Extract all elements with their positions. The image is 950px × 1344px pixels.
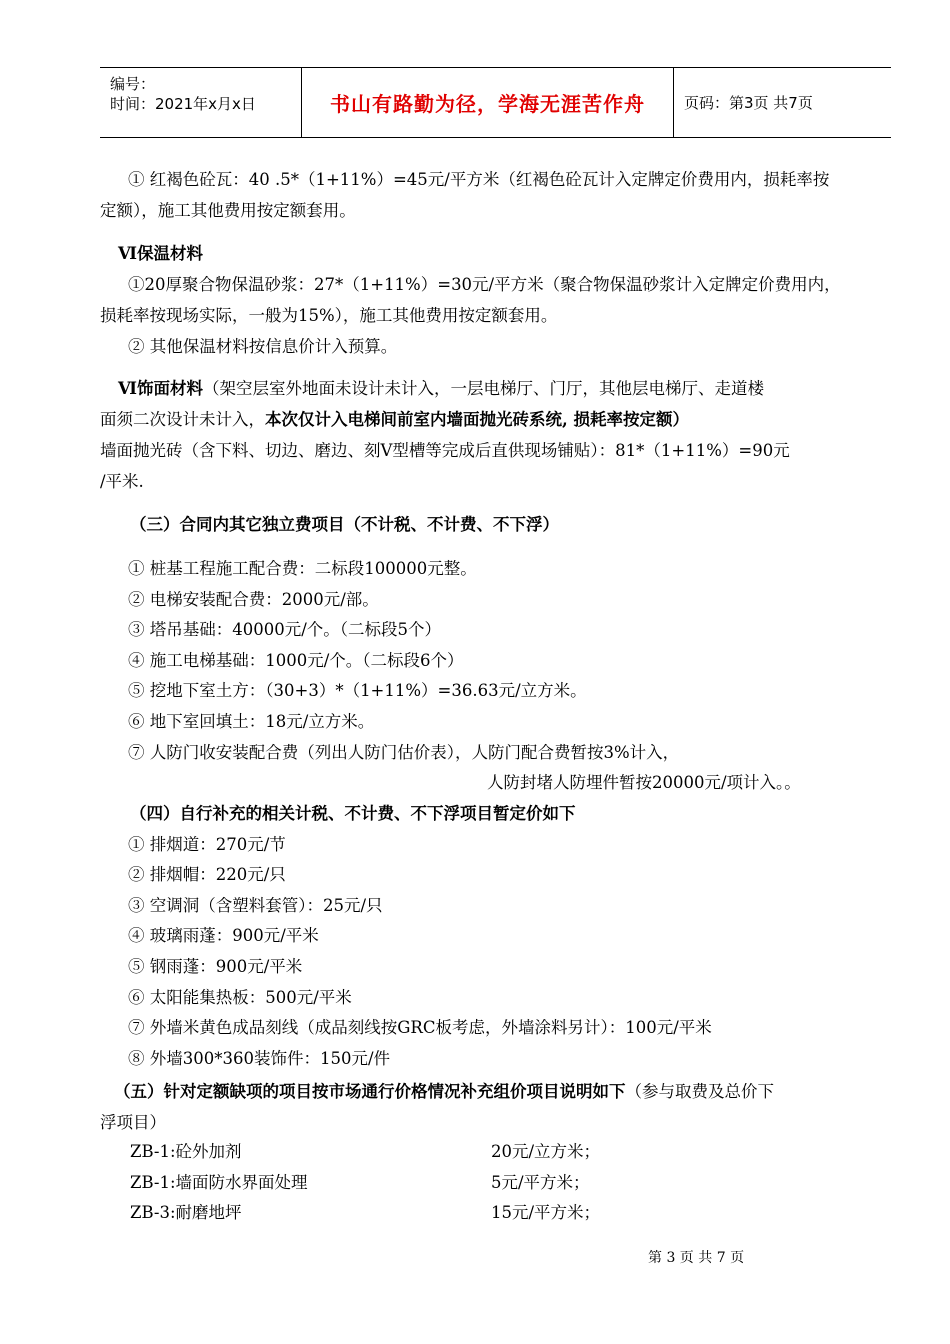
paragraph-line: /平米. xyxy=(100,472,144,491)
emphasis-text: 本次仅计入电梯间前室内墙面抛光砖系统, 损耗率按定额） xyxy=(265,410,689,429)
list-item: ③ 空调洞（含塑料套管）：25元/只 xyxy=(128,896,383,915)
paragraph-line: ①20厚聚合物保温砂浆：27*（1+11%）=30元/平方米（聚合物保温砂浆计入定牌定价费用内， xyxy=(128,275,841,294)
header-page-info: 页码：第3页 共7页 xyxy=(684,94,813,112)
time-label: 时间：2021年x月x日 xyxy=(110,95,256,113)
header-meta xyxy=(100,68,301,137)
section-heading: （三）合同内其它独立费项目（不计税、不计费、不下浮） xyxy=(130,515,559,534)
paragraph-line: 浮项目） xyxy=(100,1113,166,1132)
list-item: ⑤ 钢雨蓬：900元/平米 xyxy=(128,957,303,976)
paragraph-text: （架空层室外地面未设计未计入，一层电梯厅、门厅，其他层电梯厅、走道楼 xyxy=(202,379,764,398)
paragraph-line: 定额），施工其他费用按定额套用。 xyxy=(100,201,356,220)
list-item: ⑧ 外墙300*360装饰件：150元/件 xyxy=(128,1049,391,1068)
section-heading: （四）自行补充的相关计税、不计费、不下浮项目暂定价如下 xyxy=(130,804,576,823)
list-item: ① 排烟道：270元/节 xyxy=(128,835,286,854)
section-heading-line xyxy=(118,378,764,400)
list-item: ⑦ 外墙米黄色成品刻线（成品刻线按GRC板考虑，外墙涂料另计）：100元/平米 xyxy=(128,1018,712,1037)
header-slogan-cell xyxy=(301,68,674,137)
zb-item-price: 15元/平方米； xyxy=(491,1203,601,1222)
paragraph-line xyxy=(100,409,689,431)
list-item: ① 桩基工程施工配合费：二标段100000元整。 xyxy=(128,559,477,578)
list-item-continuation: 人防封堵人防埋件暂按20000元/项计入。。 xyxy=(487,773,801,792)
section-heading: Ⅵ饰面材料 xyxy=(118,379,203,398)
list-item: ⑥ 太阳能集热板：500元/平米 xyxy=(128,988,352,1007)
paragraph-line: 损耗率按现场实际，一般为15%），施工其他费用按定额套用。 xyxy=(100,306,558,325)
zb-item-name: ZB-1:墙面防水界面处理 xyxy=(130,1173,308,1192)
page-footer: 第 3 页 共 7 页 xyxy=(648,1250,745,1266)
list-item: ④ 施工电梯基础：1000元/个。（二标段6个） xyxy=(128,651,464,670)
list-item: ② 排烟帽：220元/只 xyxy=(128,865,286,884)
list-item: ⑥ 地下室回填土：18元/立方米。 xyxy=(128,712,375,731)
paragraph-text: 面须二次设计未计入， xyxy=(100,410,265,429)
paragraph-line: ② 其他保温材料按信息价计入预算。 xyxy=(128,337,398,356)
paragraph-text: （参与取费及总价下 xyxy=(625,1082,774,1101)
list-item: ③ 塔吊基础：40000元/个。（二标段5个） xyxy=(128,620,442,639)
zb-item-price: 5元/平方米； xyxy=(491,1173,590,1192)
list-item: ⑤ 挖地下室土方：（30+3）*（1+11%）=36.63元/立方米。 xyxy=(128,681,587,700)
zb-item-name: ZB-1:砼外加剂 xyxy=(130,1142,242,1161)
paragraph-line: ① 红褐色砼瓦：40 .5*（1+11%）=45元/平方米（红褐色砼瓦计入定牌定价费用内，损耗率按 xyxy=(128,170,830,189)
paragraph-line: 墙面抛光砖（含下料、切边、磨边、刻V型槽等完成后直供现场铺贴）：81*（1+11%）=90元 xyxy=(100,441,790,460)
zb-item-price: 20元/立方米； xyxy=(491,1142,601,1161)
zb-item-name: ZB-3:耐磨地坪 xyxy=(130,1203,242,1222)
page-header xyxy=(100,67,891,138)
list-item: ④ 玻璃雨蓬：900元/平米 xyxy=(128,926,319,945)
list-item: ⑦ 人防门收安装配合费（列出人防门估价表），人防门配合费暂按3%计入， xyxy=(128,743,680,762)
list-item: ② 电梯安装配合费：2000元/部。 xyxy=(128,590,379,609)
section-heading: （五）针对定额缺项的项目按市场通行价格情况补充组价项目说明如下 xyxy=(114,1082,626,1101)
section-heading-line xyxy=(114,1081,774,1103)
section-heading: Ⅵ保温材料 xyxy=(118,244,203,263)
header-slogan: 书山有路勤为径，学海无涯苦作舟 xyxy=(330,92,645,116)
number-label: 编号： xyxy=(110,75,156,93)
